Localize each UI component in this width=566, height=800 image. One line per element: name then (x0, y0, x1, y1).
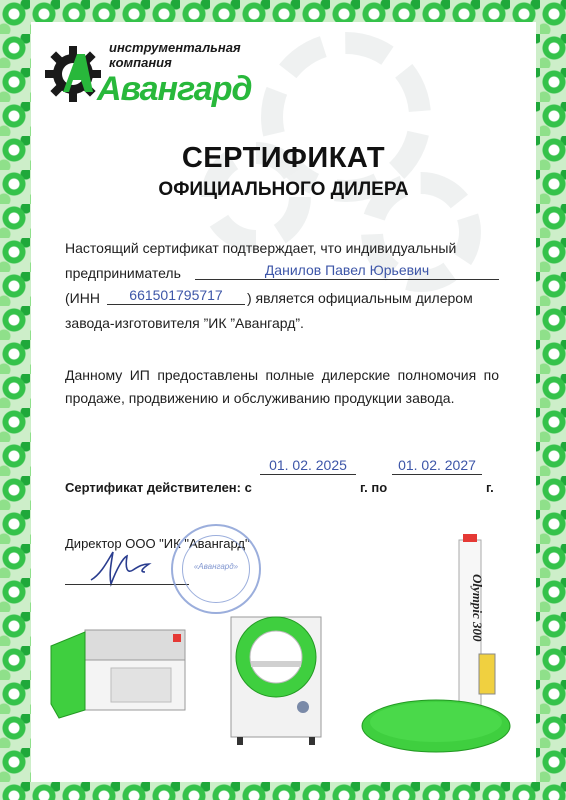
logo-text-line2: компания (109, 55, 172, 70)
signature-icon (87, 544, 167, 588)
intro-line-3: завода-изготовителя ”ИК ”Авангард”. (65, 315, 304, 331)
intro-line-1: Настоящий сертификат подтверждает, что индивидуальный (65, 240, 457, 256)
validity-label: Сертификат действителен: с (65, 480, 252, 495)
intro-entrepreneur-label: предприниматель (65, 265, 181, 281)
machine-wrapper-ring-image (221, 587, 341, 747)
stamp-text: «Авангард» (193, 562, 239, 571)
certificate-title: СЕРТИФИКАТ (181, 142, 386, 174)
logo-brand-name: Авангард (97, 70, 252, 108)
machine-pallet-wrapper-image (361, 534, 511, 764)
validity-row (65, 480, 252, 495)
validity-end: г. (486, 480, 494, 495)
machine-model-label: Olympic 300 (470, 574, 485, 642)
logo-gear-icon (43, 44, 103, 104)
director-title: Директор ООО "ИК "Авангард" (65, 536, 250, 551)
valid-from-date: 01. 02. 2025 (260, 456, 356, 475)
company-logo (43, 38, 293, 108)
inn-suffix: ) является официальным дилером (247, 290, 473, 306)
inn-field: 661501795717 (107, 286, 245, 305)
machine-cutter-image (45, 624, 195, 724)
valid-to-date: 01. 02. 2027 (392, 456, 482, 475)
certificate-subtitle: ОФИЦИАЛЬНОГО ДИЛЕРА (158, 179, 409, 200)
logo-text-line1: инструментальная (109, 40, 241, 55)
dealer-name-field: Данилов Павел Юрьевич (195, 261, 499, 280)
signature-line (65, 584, 189, 585)
certificate-sheet (31, 22, 536, 782)
powers-paragraph: Данному ИП предоставлены полные дилерские полномочия по продаже, продвижению и обслуживанию продукции завода. (65, 367, 499, 406)
validity-mid: г. по (360, 480, 388, 495)
inn-prefix: (ИНН (65, 290, 100, 306)
